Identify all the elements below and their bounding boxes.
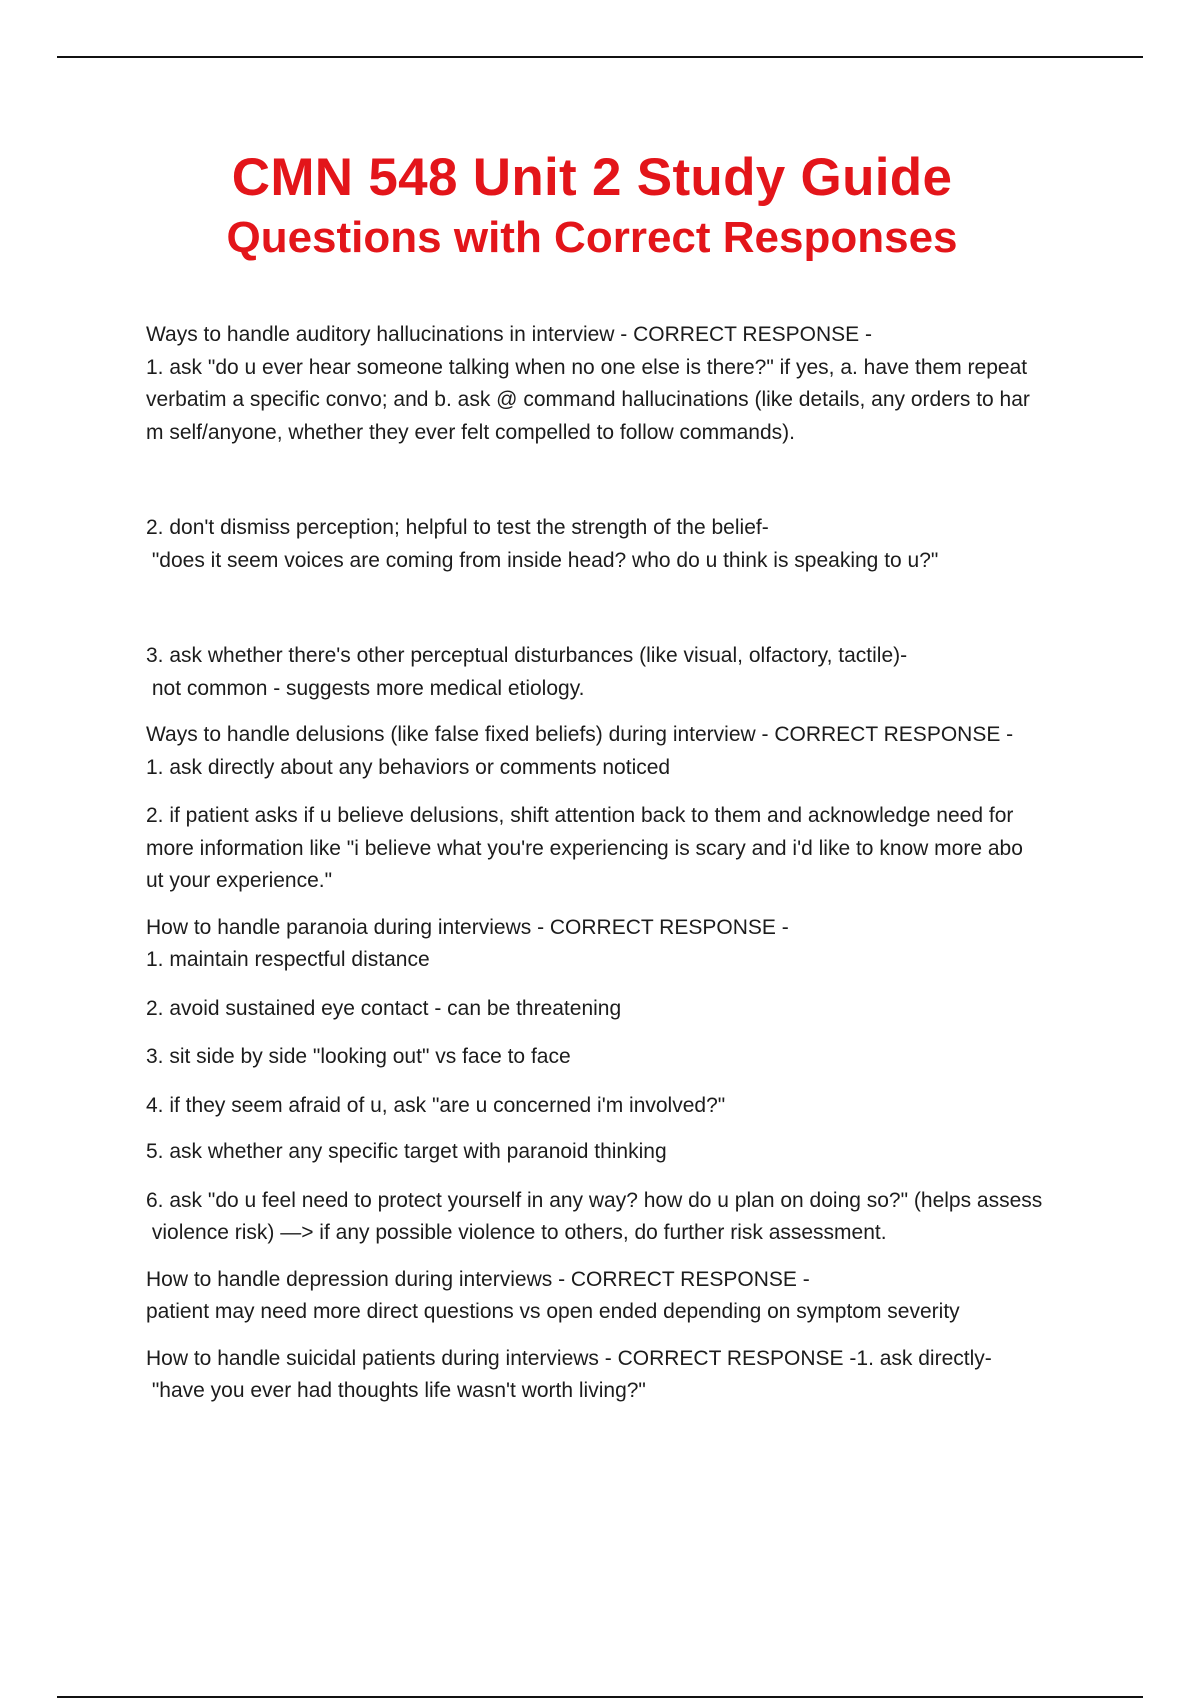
body-line: 4. if they seem afraid of u, ask "are u concerned i'm involved?" [146, 1093, 726, 1117]
body-line: "have you ever had thoughts life wasn't worth living?" [146, 1379, 646, 1402]
body-line: 3. ask whether there's other perceptual disturbances (like visual, olfactory, tactile)- [146, 644, 908, 667]
body-line: 5. ask whether any specific target with paranoid thinking [146, 1140, 667, 1163]
body-line: more information like "i believe what you're experiencing is scary and i'd like to know more abo [146, 836, 1023, 860]
body-line: 3. sit side by side "looking out" vs face to face [146, 1045, 571, 1068]
body-line: not common - suggests more medical etiology. [146, 676, 585, 700]
body-line: How to handle depression during interviews - CORRECT RESPONSE - [146, 1267, 810, 1291]
document-title [0, 148, 1184, 268]
body-line: 1. ask directly about any behaviors or comments noticed [146, 755, 671, 779]
body-line: How to handle suicidal patients during interviews - CORRECT RESPONSE -1. ask directly- [146, 1346, 992, 1370]
body-line: Ways to handle delusions (like false fixed beliefs) during interview - CORRECT RESPONSE - [146, 723, 1014, 746]
body-line: 2. don't dismiss perception; helpful to test the strength of the belief- [146, 516, 769, 539]
bottom-rule [57, 1696, 1143, 1698]
body-line: m self/anyone, whether they ever felt compelled to follow commands). [146, 420, 795, 444]
body-line: 2. avoid sustained eye contact - can be threatening [146, 996, 622, 1020]
top-rule [57, 56, 1143, 58]
body-line: verbatim a specific convo; and b. ask @ command hallucinations (like details, any orders to har [146, 388, 1030, 411]
title-line-1: CMN 548 Unit 2 Study Guide [231, 148, 953, 207]
body-line: 1. maintain respectful distance [146, 948, 430, 971]
body-line: violence risk) —> if any possible violence to others, do further risk assessment. [146, 1221, 887, 1244]
body-line: 1. ask "do u ever hear someone talking when no one else is there?" if yes, a. have them repeat [146, 355, 1028, 379]
body-line: patient may need more direct questions vs open ended depending on symptom severity [146, 1300, 960, 1323]
body-line: "does it seem voices are coming from inside head? who do u think is speaking to u?" [146, 548, 939, 572]
body-line: 6. ask "do u feel need to protect yourself in any way? how do u plan on doing so?" (helps assess [146, 1188, 1043, 1212]
body-line: How to handle paranoia during interviews - CORRECT RESPONSE - [146, 915, 789, 939]
body-line: ut your experience." [146, 869, 333, 892]
body-line: 2. if patient asks if u believe delusions, shift attention back to them and acknowledge need for [146, 804, 1014, 827]
body-line: Ways to handle auditory hallucinations in interview - CORRECT RESPONSE - [146, 323, 872, 346]
title-line-2: Questions with Correct Responses [226, 213, 958, 262]
document-body [146, 319, 1096, 1408]
